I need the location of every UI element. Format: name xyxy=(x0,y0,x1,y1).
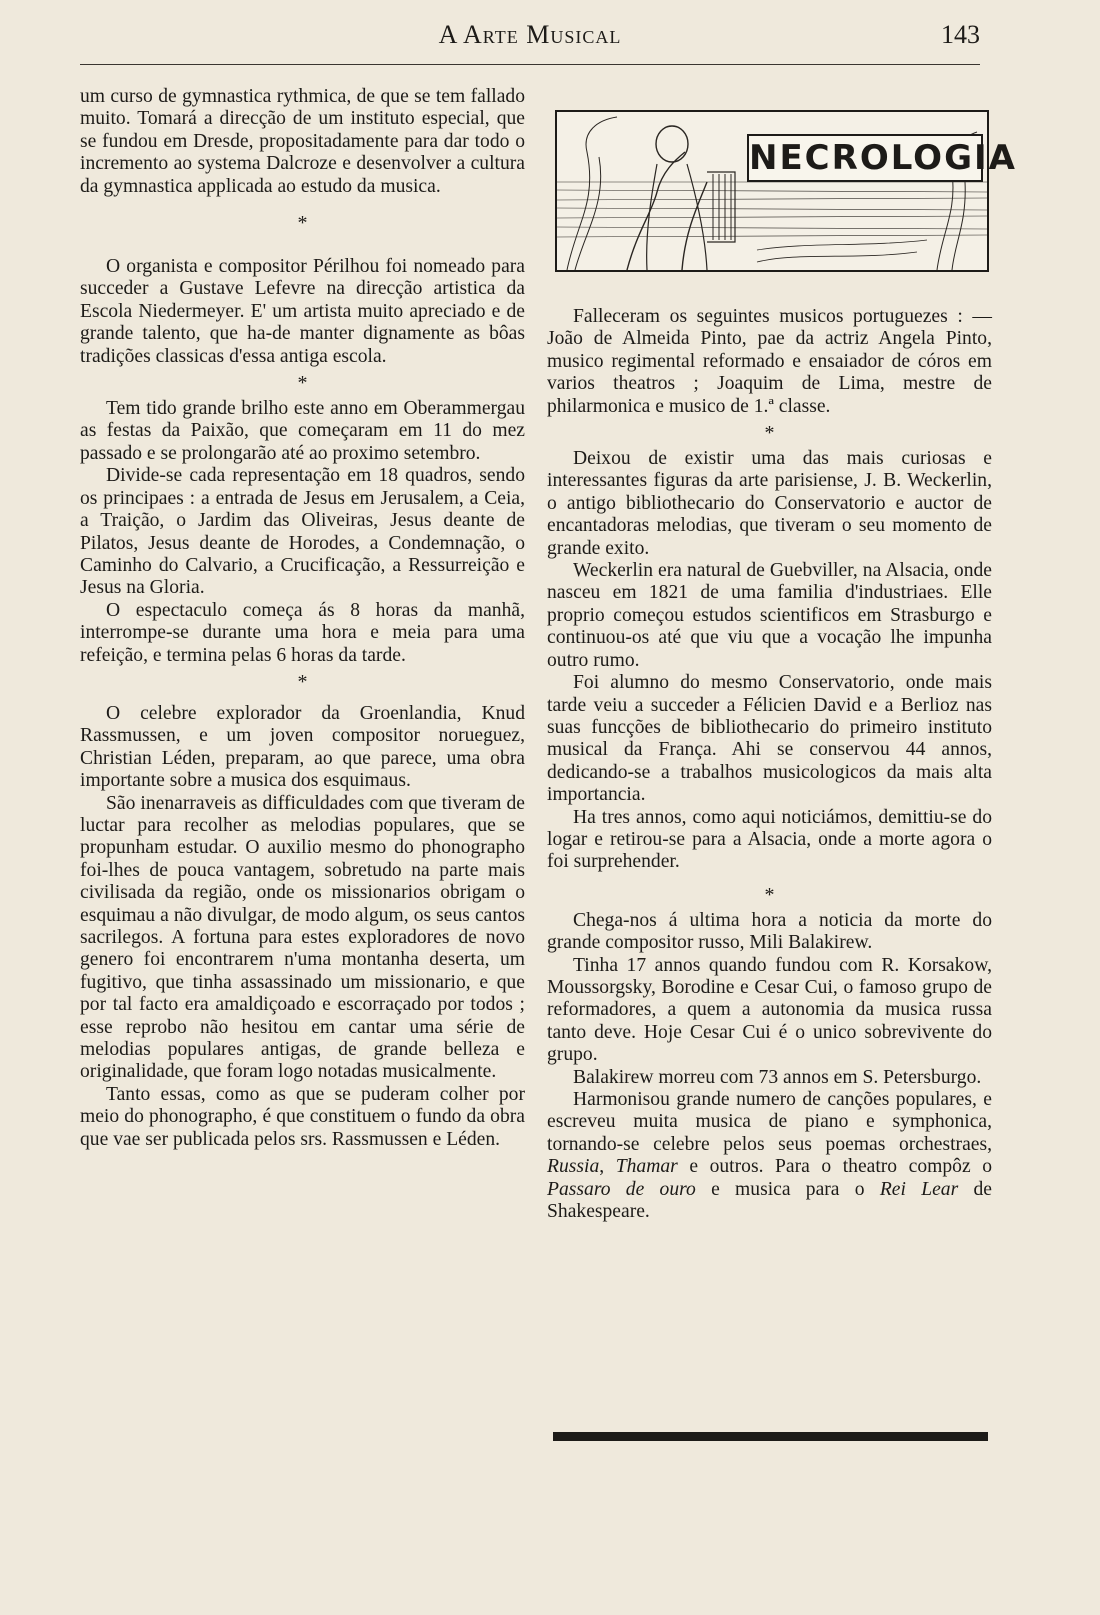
work-title-thamar: Thamar xyxy=(615,1156,678,1178)
paragraph: Tinha 17 annos quando fundou com R. Korsakow, Moussorgsky, Borodine e Cesar Cui, o famoso grupo de reformadores, a quem a autonomia da musica russa tanto deve. Hoje Cesar Cui é o unico sobrevivente do grupo. xyxy=(547,954,992,1066)
paragraph: O organista e compositor Périlhou foi nomeado para succeder a Gustave Lefevre na direcção artistica da Escola Niedermeyer. E' um artista muito apreciado e de grande talento, que ha-de manter dignamente as bôas tradições classicas d'essa antiga escola. xyxy=(80,256,525,367)
paragraph: Weckerlin era natural de Guebviller, na Alsacia, onde nasceu em 1821 de uma familia d'industriaes. Elle proprio começou estudos scientificos em Strasburgo e continuou-os até que viu que a vocação lhe impunha outro rumo. xyxy=(547,560,992,671)
paragraph: Deixou de existir uma das mais curiosas e interessantes figuras da arte parisiense, J. B. Weckerlin, o antigo bibliothecario do Conservatorio e auctor de encantadoras melodias, que tiveram o seu momento de grande exito. xyxy=(547,448,992,559)
necrologia-illustration xyxy=(555,110,1017,272)
necrologia-title: NECROLOGIA xyxy=(747,134,983,182)
paragraph: Tanto essas, como as que se puderam colher por meio do phonographo, é que constituem o fundo da obra que vae ser publicada pelos srs. Rassmussen e Léden. xyxy=(80,1083,525,1150)
paragraph: Ha tres annos, como aqui noticiámos, demittiu-se do logar e retirou-se para a Alsacia, onde a morte agora o foi surprehender. xyxy=(547,806,992,873)
text-run: e outros. Para o theatro compôz o xyxy=(677,1156,993,1178)
closing-rule xyxy=(553,1432,988,1441)
paragraph: São inenarraveis as difficuldades com que tiveram de luctar para recolher as melodias populares, que se propunham estudar. O auxilio mesmo do phonographo foi-lhes de pouca vantagem, sobretudo na parte mais civilisada da região, onde os missionarios obrigam o esquimau a não divulgar, de modo algum, os seus cantos sacrilegos. A fortuna para estes exploradores de novo genero foi encontrarem n'uma montanha deserta, um fugitivo, que tinha assassinado um missionario, e que por tal facto era amaldiçoado e escorraçado por todos ; esse reprobo não hesitou em cantar uma série de melodias populares antigas, de grande belleza e originalidade, que foram logo notadas musicalmente. xyxy=(80,792,525,1083)
separator-star: * xyxy=(764,422,775,445)
paragraph: Balakirew morreu com 73 annos em S. Petersburgo. xyxy=(573,1066,982,1088)
work-title-passaro: Passaro de ouro xyxy=(547,1178,696,1200)
separator-star: * xyxy=(764,883,775,906)
text-run: Harmonisou grande numero de canções populares, e escreveu muita musica de piano e symphonica, tornando-se celebre pelos seus poemas orchestraes, xyxy=(547,1089,992,1155)
paragraph: um curso de gymnastica rythmica, de que se tem fallado muito. Tomará a direcção de um instituto especial, que se fundou em Dresde, propositadamente para dar todo o incremento ao systema Dalcroze e desenvolver a cultura da gymnastica applicada ao estudo da musica. xyxy=(80,86,525,197)
page-number: 143 xyxy=(941,20,980,49)
paragraph: Tem tido grande brilho este anno em Oberammergau as festas da Paixão, que começaram em 11 do mez passado e se prolongarão até ao proximo setembro. xyxy=(80,398,525,464)
separator-star: * xyxy=(297,212,308,235)
paragraph: Divide-se cada representação em 18 quadros, sendo os principaes : a entrada de Jesus em Jerusalem, a Ceia, a Traição, o Jardim das Oliveiras, Jesus deante de Pilatos, Jesus deante de Horodes, a Condemnação, o Caminho do Calvario, a Crucificação, a Ressurreição e Jesus na Gloria. xyxy=(80,465,525,599)
separator-star: * xyxy=(297,670,308,693)
separator-star: * xyxy=(297,372,308,395)
text-run: e musica para o xyxy=(695,1178,880,1200)
paragraph: Chega-nos á ultima hora a noticia da morte do grande compositor russo, Mili Balakirew. xyxy=(547,909,992,954)
running-head xyxy=(80,16,980,66)
text-run: , xyxy=(599,1156,616,1178)
left-column xyxy=(80,86,525,1151)
paragraph: O espectaculo começa ás 8 horas da manhã, interrompe-se durante uma hora e meia para uma refeição, e termina pelas 6 horas da tarde. xyxy=(80,599,525,666)
paragraph: O celebre explorador da Groenlandia, Knud Rassmussen, e um joven compositor norueguez, Christian Léden, preparam, ao que parece, uma obra importante sobre a musica dos esquimaus. xyxy=(80,702,525,792)
work-title-rei-lear: Rei Lear xyxy=(879,1178,959,1200)
paragraph xyxy=(547,1089,992,1223)
text-run: de Shakespeare. xyxy=(547,1178,992,1223)
paragraph: Foi alumno do mesmo Conservatorio, onde mais tarde veiu a succeder a Félicien David e a Berlioz nas suas funcções de bibliothecario do primeiro instituto musical da França. Ahi se conservou 44 annos, dedicando-se a trabalhos musicologicos da mais alta importancia. xyxy=(547,672,992,806)
right-column xyxy=(547,306,992,1223)
header-rule xyxy=(80,64,980,65)
work-title-russia: Russia xyxy=(547,1156,600,1178)
paragraph: Falleceram os seguintes musicos portuguezes : — João de Almeida Pinto, pae da actriz Angela Pinto, musico regimental reformado e ensaiador de córos em varios theatros ; Joaquim de Lima, mestre de philarmonica e musico de 1.ª classe. xyxy=(547,306,992,417)
running-title: A Arte Musical xyxy=(438,20,622,49)
